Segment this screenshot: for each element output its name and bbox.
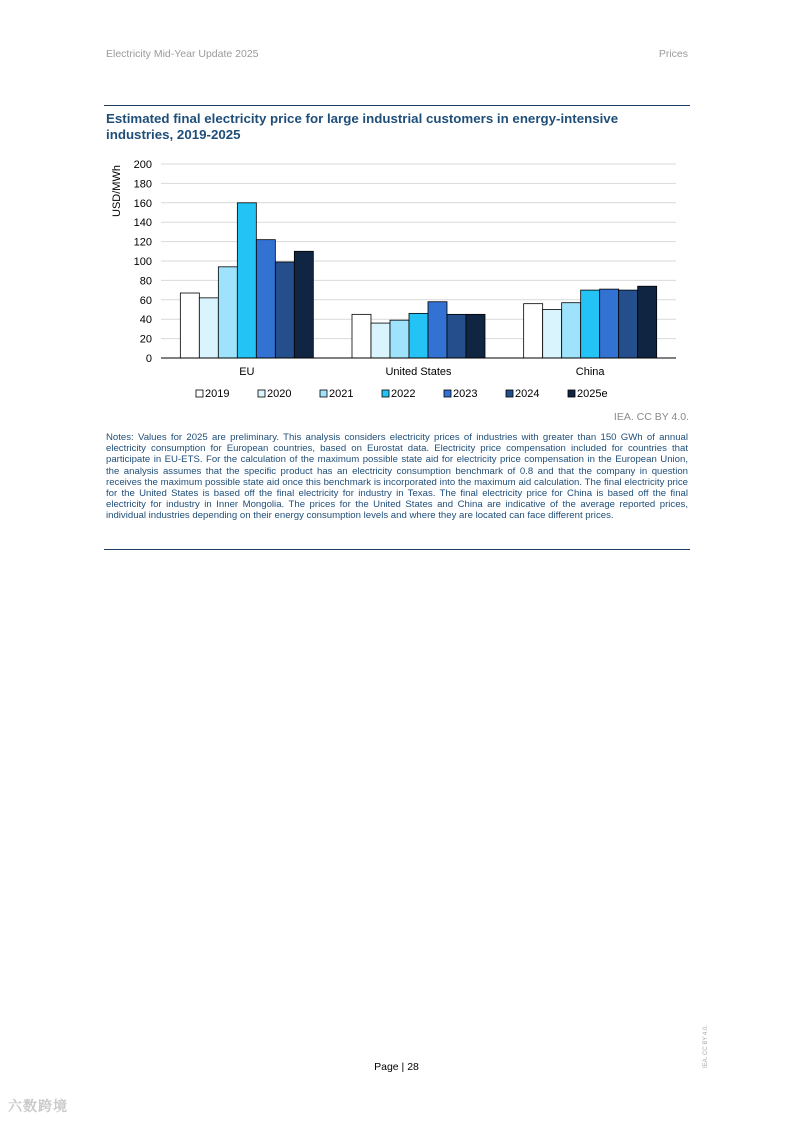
watermark-logo: 六数跨境: [8, 1098, 68, 1114]
bar: [447, 314, 466, 358]
bar: [237, 203, 256, 358]
y-tick-label: 60: [139, 294, 152, 307]
bar: [600, 289, 619, 358]
legend-label: 2021: [329, 388, 354, 400]
legend-label: 2022: [391, 388, 416, 400]
bar: [638, 286, 657, 358]
legend-swatch: [196, 390, 203, 397]
bar: [543, 310, 562, 359]
bar: [256, 240, 275, 358]
y-tick-label: 0: [145, 353, 152, 365]
bar-chart: [106, 155, 686, 407]
bar: [581, 290, 600, 358]
figure-title: Estimated final electricity price for large industrial customers in energy-intensive industries, 2019-2025: [106, 111, 619, 142]
y-tick-label: 180: [133, 178, 152, 191]
legend-swatch: [258, 390, 265, 397]
category-label: United States: [385, 366, 452, 378]
legend-swatch: [320, 390, 327, 397]
figure-credit: IEA. CC BY 4.0.: [613, 411, 689, 423]
figure-bottom-rule: [104, 549, 690, 550]
legend-swatch: [444, 390, 451, 397]
legend-label: 2024: [515, 388, 540, 400]
side-credit: IEA. CC BY 4.0.: [703, 1025, 709, 1068]
figure-notes: Notes: Values for 2025 are preliminary. This analysis considers electricity prices of industries with greater than 150 GWh of annual electricity consumption for European countries, based on Eurostat data. Electricity price compensation included for countries that participate in EU-ETS. For the calculation of the maximum possible state aid for electricity price compensation in the European Union, the analysis assumes that the specific product has an electricity consumption benchmark of 0.8 and that the company in question receives the maximum possible state aid once this benchmark is incorporated into the maximum aid calculation. The final electricity price for the United States is based off the final electricity for industry in Texas. The final electricity price for China is based off the final electricity for industry in Inner Mongolia. The prices for the United States and China are indicative of the average reported prices, individual industries depending on their energy consumption levels and where they are located can face different prices.: [106, 432, 688, 522]
report-title: Electricity Mid-Year Update 2025: [106, 48, 259, 60]
bar: [275, 262, 294, 358]
section-name: Prices: [658, 48, 688, 60]
legend-swatch: [506, 390, 513, 397]
category-label: China: [575, 366, 605, 378]
bar: [352, 314, 371, 358]
y-tick-label: 160: [133, 197, 152, 210]
y-tick-label: 120: [133, 236, 152, 249]
y-tick-label: 40: [139, 314, 152, 327]
legend-swatch: [382, 390, 389, 397]
legend-label: 2025e: [577, 388, 608, 400]
y-axis-label: USD/MWh: [111, 165, 123, 217]
figure-top-rule: [104, 105, 690, 106]
y-tick-label: 140: [133, 217, 152, 230]
y-tick-label: 100: [133, 256, 152, 268]
y-tick-label: 20: [139, 333, 152, 346]
category-label: EU: [239, 366, 255, 378]
bar: [524, 304, 543, 358]
bar: [562, 303, 581, 358]
y-tick-label: 80: [139, 275, 152, 288]
bar: [218, 267, 237, 358]
legend-swatch: [568, 390, 575, 397]
bar: [409, 313, 428, 358]
y-tick-label: 200: [133, 159, 152, 171]
bar: [619, 290, 638, 358]
bar: [390, 320, 409, 358]
bar: [371, 323, 390, 358]
page-number: Page | 28: [374, 1061, 419, 1073]
bar: [199, 298, 218, 358]
bar: [180, 293, 199, 358]
bar: [294, 251, 313, 358]
legend-label: 2023: [453, 388, 478, 400]
bar: [466, 314, 485, 358]
legend-label: 2020: [267, 388, 292, 400]
bar: [428, 302, 447, 358]
legend-label: 2019: [205, 388, 230, 400]
